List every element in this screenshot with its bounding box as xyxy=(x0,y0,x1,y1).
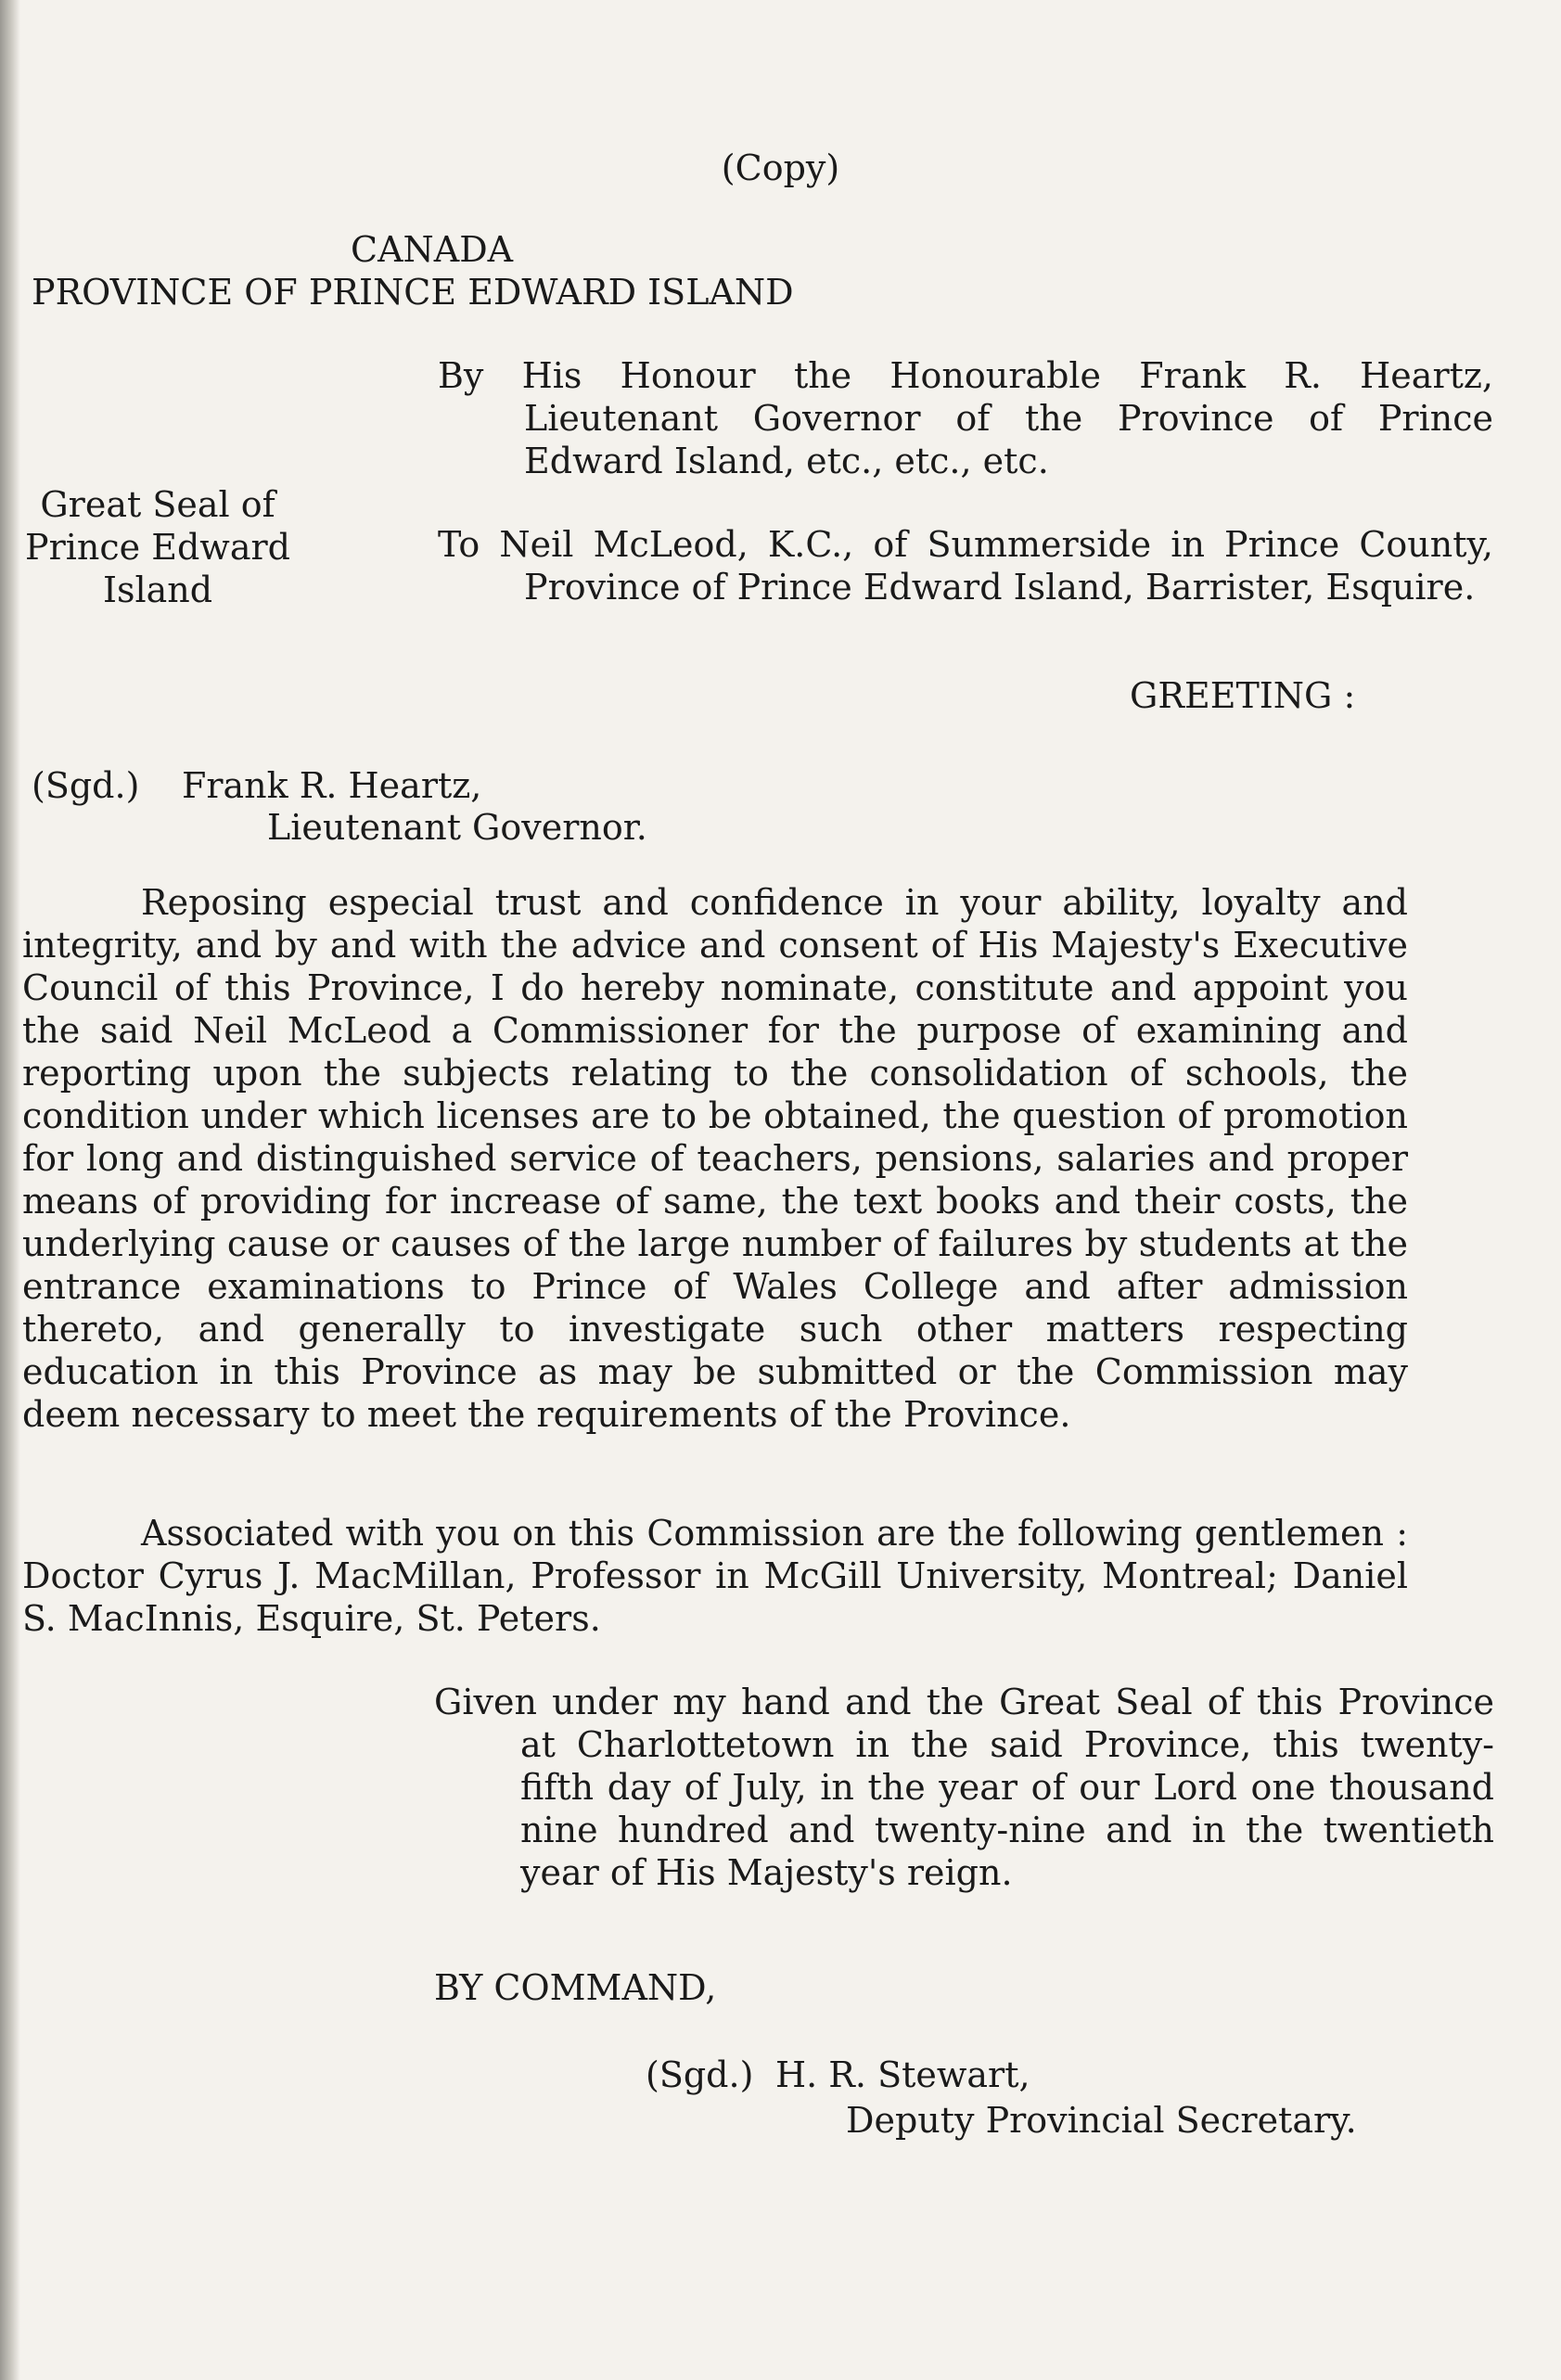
copy-label: (Copy) xyxy=(721,147,840,188)
lieutenant-governor-name: Frank R. Heartz, xyxy=(182,765,482,806)
addressee-clause: To Neil McLeod, K.C., of Summerside in Prince County, Province of Prince Edward Island, Barrister, Esquire. xyxy=(438,524,1493,608)
lieutenant-governor-title: Lieutenant Governor. xyxy=(267,807,647,848)
seal-label-line-1: Great Seal of xyxy=(40,484,275,525)
by-his-honour-clause: By His Honour the Honourable Frank R. Heartz, Lieutenant Governor of the Province of Prince Edward Island, etc., etc., etc. xyxy=(438,355,1493,481)
associated-paragraph-text: Associated with you on this Commission are the following gentlemen : Doctor Cyrus J. MacMillan, Professor in McGill University, Montreal; Daniel S. MacInnis, Esquire, St. Peters. xyxy=(22,1513,1408,1639)
by-command: BY COMMAND, xyxy=(434,1967,717,2008)
associated-paragraph xyxy=(22,1512,1408,1640)
lieutenant-governor-sgd: (Sgd.) xyxy=(32,765,140,806)
secretary-sgd: (Sgd.) xyxy=(646,2054,754,2095)
seal-label-line-2: Prince Edward xyxy=(25,527,290,568)
province-heading: PROVINCE OF PRINCE EDWARD ISLAND xyxy=(32,272,794,313)
commission-paragraph-text: Reposing especial trust and confidence in your ability, loyalty and integrity, and by and with the advice and consent of His Majesty's Executive Council of this Province, I do hereby nominate, constitute and appoint you the said Neil McLeod a Commissioner for the purpose of examining and reporting upon the subjects relating to the consolidation of schools, the condition under which licenses are to be obtained, the question of promotion for long and distinguished service of teachers, pensions, salaries and proper means of providing for increase of same, the text books and their costs, the underlying cause or causes of the large number of failures by students at the entrance examinations to Prince of Wales College and after admission thereto, and generally to investigate such other matters respecting education in this Province as may be submitted or the Commission may deem necessary to meet the requirements of the Province. xyxy=(22,882,1408,1435)
page-binding-shadow xyxy=(0,0,20,2380)
given-under-clause: Given under my hand and the Great Seal of this Province at Charlottetown in the said Province, this twenty-fifth day of July, in the year of our Lord one thousand nine hundred and twenty-nine and in the twentieth year of His Majesty's reign. xyxy=(434,1682,1494,1893)
country-heading: CANADA xyxy=(351,229,514,270)
secretary-name: H. R. Stewart, xyxy=(775,2054,1030,2095)
seal-label-line-3: Island xyxy=(102,569,213,610)
greeting: GREETING : xyxy=(1130,675,1356,716)
commission-paragraph xyxy=(22,881,1408,1436)
secretary-title: Deputy Provincial Secretary. xyxy=(846,2100,1357,2141)
